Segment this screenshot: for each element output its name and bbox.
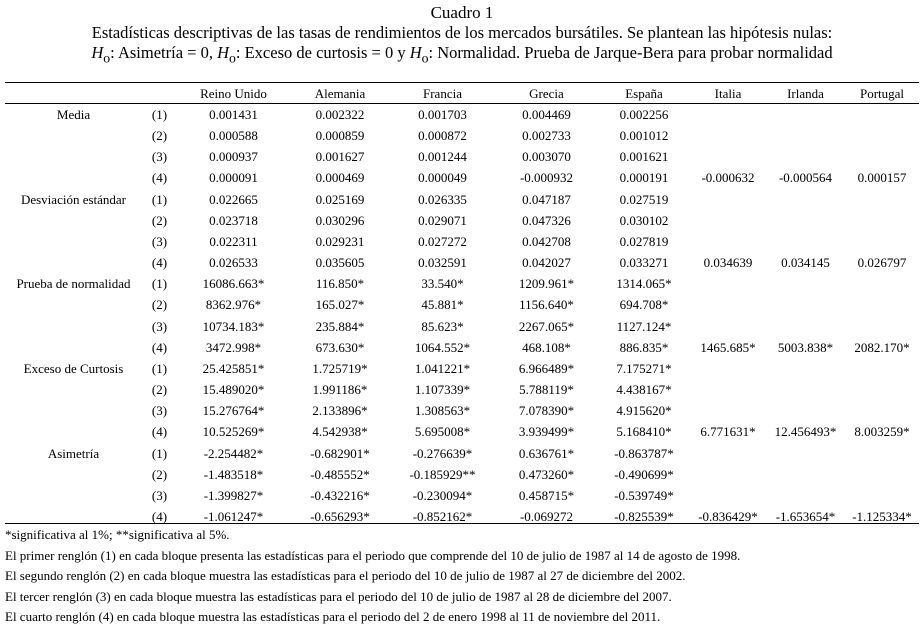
- caption-line-1: Estadísticas descriptivas de las tasas de rendimientos de los mercados bursátiles. Se plantean las hipótesis nulas:: [91, 23, 833, 42]
- table-row: [5, 273, 919, 294]
- table-row: [5, 421, 919, 442]
- value-cell: 0.000049: [418, 170, 467, 186]
- value-cell: [845, 485, 919, 506]
- table-number: Cuadro 1: [430, 3, 494, 22]
- value-cell: [766, 273, 845, 294]
- value-cell: -1.125334*: [852, 508, 912, 524]
- value-cell: 5.788119*: [519, 382, 574, 398]
- value-cell: 3.939499*: [518, 424, 575, 440]
- column-header: Alemania: [314, 86, 366, 101]
- value-cell: -0.485552*: [310, 466, 370, 482]
- column-header: España: [625, 86, 663, 101]
- value-cell: -0.069272: [519, 508, 574, 524]
- value-cell: 0.004469: [522, 107, 571, 122]
- value-cell: 1.725719*: [312, 360, 368, 376]
- value-cell: 1465.685*: [700, 339, 756, 355]
- value-cell: [845, 316, 919, 337]
- value-cell: -2.254482*: [203, 445, 264, 461]
- value-cell: -0.230094*: [412, 487, 473, 503]
- value-cell: -1.399827*: [203, 487, 264, 503]
- value-cell: -0.000632: [701, 170, 755, 186]
- note-line: El cuarto renglón (4) en cada bloque muestra las estadísticas para el periodo del 2 de enero 1998 al 11 de noviembre del 2011.: [5, 609, 661, 625]
- value-cell: 165.027*: [315, 297, 365, 313]
- value-cell: [690, 273, 766, 294]
- value-cell: 15.276764*: [202, 403, 265, 419]
- value-cell: 0.000588: [209, 128, 258, 144]
- value-cell: [845, 125, 919, 146]
- column-header: Italia: [714, 86, 742, 101]
- value-cell: -0.000564: [778, 170, 833, 186]
- value-cell: [690, 210, 766, 231]
- value-cell: [766, 231, 845, 252]
- value-cell: 0.025169: [315, 191, 365, 207]
- value-cell: 7.175271*: [616, 360, 672, 376]
- value-cell: 0.002322: [315, 107, 365, 122]
- value-cell: 33.540*: [421, 276, 464, 292]
- period-label: (1): [151, 191, 168, 207]
- table-row: [5, 210, 919, 231]
- value-cell: 0.022665: [209, 191, 258, 207]
- value-cell: 0.458715*: [518, 487, 575, 503]
- period-label: (3): [151, 403, 168, 419]
- value-cell: 673.630*: [315, 339, 365, 355]
- column-header: Portugal: [859, 86, 905, 101]
- value-cell: 0.636761*: [518, 445, 575, 461]
- value-cell: 2.133896*: [312, 403, 368, 419]
- value-cell: 0.034639: [703, 255, 753, 271]
- value-cell: 15.489020*: [202, 382, 265, 398]
- value-cell: 0.000937: [209, 149, 258, 165]
- value-cell: 4.542938*: [312, 424, 368, 440]
- value-cell: -0.276639*: [412, 445, 473, 461]
- period-label: (2): [151, 212, 168, 228]
- value-cell: 2267.065*: [518, 318, 575, 334]
- value-cell: 4.438167*: [616, 382, 672, 398]
- value-cell: 0.002256: [619, 107, 669, 122]
- value-cell: 0.001703: [418, 107, 467, 122]
- value-cell: 1.991186*: [312, 382, 368, 398]
- value-cell: 2082.170*: [854, 339, 910, 355]
- table-row: [5, 485, 919, 506]
- value-cell: 8.003259*: [854, 424, 910, 440]
- value-cell: 12.456493*: [774, 424, 837, 440]
- value-cell: [766, 125, 845, 146]
- value-cell: -0.656293*: [310, 508, 370, 524]
- period-label: (1): [151, 445, 168, 461]
- value-cell: [845, 231, 919, 252]
- value-cell: [766, 104, 845, 125]
- period-label: (3): [151, 149, 168, 165]
- value-cell: 0.042027: [522, 255, 571, 271]
- value-cell: 0.001244: [418, 149, 467, 165]
- note-line: El tercer renglón (3) en cada bloque muestra las estadísticas para el periodo del 10 de julio de 1987 al 28 de diciembre del 2007.: [5, 588, 672, 604]
- value-cell: 1127.124*: [616, 318, 672, 334]
- statistics-table: [5, 84, 919, 527]
- value-cell: [690, 443, 766, 464]
- value-cell: 25.425851*: [202, 360, 265, 376]
- value-cell: 10.525269*: [202, 424, 265, 440]
- value-cell: [690, 189, 766, 210]
- statistic-label: Asimetría: [47, 445, 100, 461]
- value-cell: 0.000157: [857, 170, 907, 186]
- statistic-label: Exceso de Curtosis: [23, 360, 124, 376]
- value-cell: 0.002733: [522, 128, 571, 144]
- value-cell: 0.001431: [209, 107, 258, 122]
- value-cell: 8362.976*: [205, 297, 262, 313]
- value-cell: -0.852162*: [412, 508, 473, 524]
- value-cell: -0.825539*: [614, 508, 674, 524]
- value-cell: [845, 104, 919, 125]
- value-cell: [766, 485, 845, 506]
- table-row: [5, 252, 919, 273]
- value-cell: 0.027819: [619, 233, 669, 249]
- table-row: [5, 125, 919, 146]
- table-row: [5, 379, 919, 400]
- value-cell: [766, 294, 845, 315]
- value-cell: -0.863787*: [614, 445, 674, 461]
- table-row: [5, 294, 919, 315]
- value-cell: 6.966489*: [518, 360, 575, 376]
- value-cell: 0.034145: [781, 255, 830, 271]
- column-header: Francia: [423, 86, 462, 101]
- value-cell: 5.168410*: [616, 424, 672, 440]
- period-label: (2): [151, 128, 168, 144]
- note-line: *significativa al 1%; **significativa al 5%.: [5, 527, 230, 542]
- value-cell: [766, 316, 845, 337]
- value-cell: 4.915620*: [616, 403, 672, 419]
- value-cell: -0.185929**: [409, 466, 476, 482]
- table-row: [5, 337, 919, 358]
- value-cell: 0.000091: [209, 170, 258, 186]
- period-label: (1): [151, 107, 168, 122]
- table-row: [5, 358, 919, 379]
- value-cell: [845, 379, 919, 400]
- value-cell: 5003.838*: [777, 339, 834, 355]
- value-cell: 3472.998*: [205, 339, 262, 355]
- value-cell: [845, 210, 919, 231]
- value-cell: 0.035605: [315, 255, 365, 271]
- period-label: (4): [151, 170, 168, 186]
- value-cell: 1209.961*: [518, 276, 575, 292]
- table-row: [5, 316, 919, 337]
- value-cell: -0.682901*: [310, 445, 370, 461]
- value-cell: 468.108*: [522, 339, 571, 355]
- table-row: [5, 146, 919, 167]
- value-cell: 0.026335: [418, 191, 467, 207]
- value-cell: [766, 400, 845, 421]
- table-row: [5, 506, 919, 527]
- value-cell: 1156.640*: [519, 297, 574, 313]
- value-cell: 6.771631*: [700, 424, 756, 440]
- value-cell: [845, 464, 919, 485]
- table-row: [5, 464, 919, 485]
- value-cell: 0.032591: [418, 255, 467, 271]
- value-cell: 0.000469: [315, 170, 365, 186]
- value-cell: 0.047326: [522, 212, 571, 228]
- value-cell: [845, 273, 919, 294]
- value-cell: 0.023718: [209, 212, 258, 228]
- value-cell: [845, 443, 919, 464]
- value-cell: 1.107339*: [414, 382, 471, 398]
- period-label: (4): [151, 508, 168, 524]
- value-cell: 85.623*: [421, 318, 464, 334]
- note-line: El segundo renglón (2) en cada bloque muestra las estadísticas para el periodo del 10 de julio de 1987 al 27 de diciembre del 2002.: [5, 568, 686, 584]
- value-cell: [845, 189, 919, 210]
- value-cell: 886.835*: [619, 339, 669, 355]
- value-cell: 0.000859: [315, 128, 365, 144]
- value-cell: 0.026797: [857, 255, 907, 271]
- value-cell: -1.483518*: [203, 466, 264, 482]
- value-cell: 0.001621: [619, 149, 669, 165]
- value-cell: 1064.552*: [414, 339, 471, 355]
- period-label: (1): [151, 276, 168, 292]
- value-cell: [766, 210, 845, 231]
- column-header: Reino Unido: [200, 86, 267, 101]
- value-cell: [690, 400, 766, 421]
- value-cell: [690, 358, 766, 379]
- period-label: (2): [151, 382, 168, 398]
- value-cell: 0.000191: [619, 170, 669, 186]
- period-label: (1): [151, 360, 168, 376]
- table-row: [5, 400, 919, 421]
- header-row: [5, 84, 919, 104]
- value-cell: 116.850*: [315, 276, 365, 292]
- value-cell: 0.022311: [209, 233, 258, 249]
- value-cell: [766, 379, 845, 400]
- value-cell: 235.884*: [315, 318, 365, 334]
- column-header: Irlanda: [787, 86, 824, 101]
- period-label: (4): [151, 424, 168, 440]
- period-label: (3): [151, 487, 168, 503]
- statistic-label: Media: [56, 107, 91, 122]
- value-cell: -0.539749*: [614, 487, 674, 503]
- note-line: El primer renglón (1) en cada bloque presenta las estadísticas para el periodo que comprende del 10 de julio de 1987 al 14 de agosto de 1998.: [5, 547, 741, 563]
- value-cell: [690, 231, 766, 252]
- statistic-label: Desviación estándar: [20, 191, 127, 207]
- value-cell: 0.030102: [619, 212, 669, 228]
- value-cell: 0.026533: [209, 255, 258, 271]
- value-cell: 0.001627: [315, 149, 365, 165]
- value-cell: [766, 443, 845, 464]
- value-cell: [690, 316, 766, 337]
- value-cell: 16086.663*: [202, 276, 265, 292]
- value-cell: 1314.065*: [616, 276, 672, 292]
- value-cell: 5.695008*: [414, 424, 471, 440]
- period-label: (2): [151, 466, 168, 482]
- period-label: (2): [151, 297, 168, 313]
- value-cell: [766, 464, 845, 485]
- value-cell: [845, 294, 919, 315]
- value-cell: 0.047187: [522, 191, 571, 207]
- table-body: [5, 104, 919, 527]
- value-cell: [845, 358, 919, 379]
- value-cell: 7.078390*: [518, 403, 575, 419]
- value-cell: [690, 146, 766, 167]
- value-cell: 0.030296: [315, 212, 365, 228]
- value-cell: [845, 400, 919, 421]
- table-row: [5, 167, 919, 188]
- value-cell: 0.029231: [315, 233, 365, 249]
- value-cell: 0.003070: [522, 149, 571, 165]
- value-cell: [845, 146, 919, 167]
- column-header: Grecia: [529, 86, 564, 101]
- value-cell: -1.653654*: [775, 508, 836, 524]
- table-row: [5, 189, 919, 210]
- value-cell: [766, 146, 845, 167]
- value-cell: [690, 104, 766, 125]
- value-cell: 1.041221*: [414, 360, 471, 376]
- value-cell: [766, 358, 845, 379]
- caption-line-2: $H_o$: Asimetría = 0, $H_o$: Exceso de curtosis = 0 y $H_o$: Normalidad. Prueba de Jarque-Bera para probar normalidad: [91, 42, 833, 65]
- period-label: (4): [151, 255, 168, 271]
- table-row: [5, 104, 919, 125]
- value-cell: 0.001012: [619, 128, 669, 144]
- value-cell: [690, 485, 766, 506]
- table-row: [5, 231, 919, 252]
- top-rule: [5, 82, 919, 83]
- value-cell: 0.029071: [418, 212, 467, 228]
- value-cell: 0.000872: [418, 128, 467, 144]
- value-cell: 0.027519: [619, 191, 669, 207]
- value-cell: -1.061247*: [203, 508, 264, 524]
- statistic-label: Prueba de normalidad: [16, 276, 131, 292]
- value-cell: 0.033271: [619, 255, 669, 271]
- value-cell: [690, 464, 766, 485]
- period-label: (3): [151, 233, 168, 249]
- period-label: (3): [151, 318, 168, 334]
- value-cell: 0.027272: [418, 233, 467, 249]
- value-cell: -0.000932: [519, 170, 574, 186]
- value-cell: -0.432216*: [310, 487, 370, 503]
- value-cell: [690, 379, 766, 400]
- value-cell: 10734.183*: [202, 318, 265, 334]
- table-row: [5, 443, 919, 464]
- value-cell: 45.881*: [421, 297, 464, 313]
- table-notes: [5, 525, 919, 628]
- value-cell: 694.708*: [619, 297, 669, 313]
- value-cell: [690, 294, 766, 315]
- value-cell: -0.836429*: [698, 508, 758, 524]
- value-cell: [690, 125, 766, 146]
- table-caption: [0, 23, 924, 67]
- value-cell: 0.473260*: [518, 466, 575, 482]
- value-cell: [766, 189, 845, 210]
- value-cell: 0.042708: [522, 233, 571, 249]
- value-cell: -0.490699*: [614, 466, 674, 482]
- period-label: (4): [151, 339, 168, 355]
- value-cell: 1.308563*: [414, 403, 471, 419]
